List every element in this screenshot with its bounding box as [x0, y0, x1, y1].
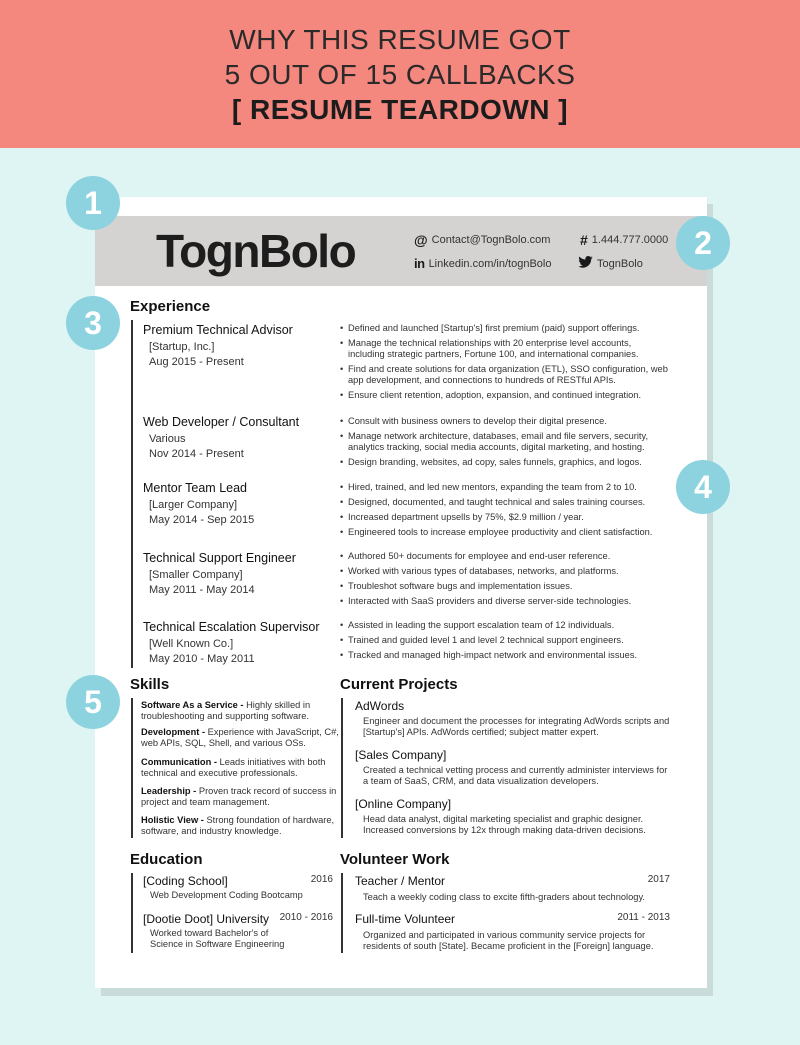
volunteer-heading: Volunteer Work: [340, 851, 450, 868]
volunteer-years: 2017: [647, 874, 670, 885]
volunteer-desc: Organized and participated in various community service projects for residents of south [State]. Became proficient in the [Foreign] language.: [363, 930, 654, 951]
bullet: • Troubleshot software bugs and implementation issues.: [340, 581, 670, 592]
bullet: • Defined and launched [Startup's] first premium (paid) support offerings.: [340, 323, 670, 334]
job-bullets: [340, 551, 670, 611]
skill-desc: Highly skilled in troubleshooting and supporting software.: [141, 700, 311, 721]
volunteer-desc: Teach a weekly coding class to excite fifth-graders about technology.: [363, 892, 645, 902]
project-desc: Engineer and document the processes for integrating AdWords scripts and [Startup's] APIs. AdWords certified; subject matter expert.: [363, 716, 670, 737]
job-company: [Well Known Co.]: [149, 638, 234, 650]
resume-name: TognBolo: [156, 225, 356, 277]
job-entry: [143, 415, 299, 462]
skill-item: [141, 757, 341, 779]
skill-name: Holistic View -: [141, 815, 204, 825]
linkedin-text: Linkedin.com/in/tognBolo: [428, 257, 552, 270]
job-dates: May 2014 - Sep 2015: [149, 514, 255, 526]
banner-line-2: 5 OUT OF 15 CALLBACKS: [224, 59, 576, 90]
project-title: AdWords: [355, 699, 405, 713]
job-company: [Smaller Company]: [149, 569, 243, 581]
job-company: [Startup, Inc.]: [149, 341, 215, 353]
bullet: • Tracked and managed high-impact network and environmental issues.: [340, 650, 670, 661]
bullet: • Ensure client retention, adoption, expansion, and continued integration.: [340, 390, 670, 401]
badge-4: 4: [676, 460, 730, 514]
bullet: • Assisted in leading the support escalation team of 12 individuals.: [340, 620, 670, 631]
job-company: Various: [149, 433, 186, 445]
school-name: [Coding School]: [143, 874, 228, 888]
title-banner: [0, 0, 800, 148]
skill-item: [141, 727, 341, 749]
twitter-text: TognBolo: [597, 257, 643, 270]
job-title: Premium Technical Advisor: [143, 323, 293, 337]
volunteer-item: [355, 874, 670, 903]
project-desc: Created a technical vetting process and currently administer interviews for a team of SaaS, CRM, and data visualization developers.: [363, 765, 668, 786]
experience-heading: Experience: [130, 298, 211, 315]
job-title: Technical Support Engineer: [143, 551, 296, 565]
project-title: [Sales Company]: [355, 748, 447, 762]
bullet: • Hired, trained, and led new mentors, expanding the team from 2 to 10.: [340, 482, 670, 493]
bullet: • Manage network architecture, databases, email and file servers, security, analytics tracking, social media accounts, digital marketing, and hosting.: [340, 431, 670, 453]
school-years: 2010 - 2016: [279, 912, 333, 923]
skills-divider: [131, 698, 133, 838]
education-divider: [131, 873, 133, 953]
badge-1: 1: [66, 176, 120, 230]
job-title: Web Developer / Consultant: [143, 415, 300, 429]
bullet: • Interacted with SaaS providers and diverse server-side technologies.: [340, 596, 670, 607]
volunteer-years: 2011 - 2013: [617, 912, 670, 923]
linkedin-icon: in: [414, 256, 425, 271]
bullet: • Authored 50+ documents for employee and end-user reference.: [340, 551, 670, 562]
bullet: • Find and create solutions for data organization (ETL), SSO configuration, web app development, and connections to hundreds of RESTful APIs.: [340, 364, 670, 386]
volunteer-title: Full-time Volunteer: [355, 912, 456, 926]
projects-heading: Current Projects: [340, 676, 458, 693]
volunteer-item: [355, 912, 670, 952]
skill-name: Leadership -: [141, 786, 197, 796]
skill-name: Communication -: [141, 757, 217, 767]
project-item: [355, 748, 675, 787]
job-bullets: [340, 620, 670, 665]
badge-3: 3: [66, 296, 120, 350]
job-dates: Nov 2014 - Present: [149, 448, 244, 460]
email-contact: [414, 232, 550, 248]
job-dates: May 2011 - May 2014: [149, 584, 255, 596]
skill-item: [141, 815, 341, 837]
bullet: • Design branding, websites, ad copy, sales funnels, graphics, and logos.: [340, 457, 670, 468]
job-bullets: [340, 482, 670, 542]
experience-divider: [131, 320, 133, 668]
skill-desc: Proven track record of success in project and team management.: [141, 786, 337, 807]
at-sign-icon: @: [414, 232, 428, 248]
school-desc: Worked toward Bachelor's of Science in Software Engineering: [150, 928, 285, 949]
badge-5: 5: [66, 675, 120, 729]
job-bullets: [340, 323, 670, 405]
job-dates: Aug 2015 - Present: [149, 356, 244, 368]
project-title: [Online Company]: [355, 797, 452, 811]
bullet: • Engineered tools to increase employee productivity and client satisfaction.: [340, 527, 670, 538]
project-desc: Head data analyst, digital marketing specialist and graphic designer. Increased conversions by 12x through making data-driven decisions.: [363, 814, 646, 835]
email-text: Contact@TognBolo.com: [431, 234, 551, 246]
skill-name: Development -: [141, 727, 206, 737]
bullet: • Consult with business owners to develop their digital presence.: [340, 416, 670, 427]
skill-item: [141, 786, 341, 808]
skill-desc: Experience with JavaScript, C#, web APIs, SQL, Shell, and various OSs.: [141, 727, 339, 748]
skill-item: [141, 700, 341, 722]
project-item: [355, 797, 675, 836]
job-entry: [143, 620, 319, 667]
banner-line-1: WHY THIS RESUME GOT: [229, 24, 571, 55]
twitter-contact: [578, 256, 643, 271]
skill-desc: Strong foundation of hardware, software, and industry knowledge.: [141, 815, 335, 836]
school-desc: Web Development Coding Bootcamp: [150, 890, 303, 900]
bullet: • Manage the technical relationships with 20 enterprise level accounts, including strategic partners, Fortune 100, and international companies.: [340, 338, 670, 360]
job-bullets: [340, 416, 670, 472]
job-entry: [143, 551, 296, 598]
skill-name: Software As a Service -: [141, 700, 244, 710]
project-item: [355, 699, 675, 738]
hash-icon: #: [580, 232, 588, 248]
badge-2: 2: [676, 216, 730, 270]
phone-text: 1.444.777.0000: [591, 234, 669, 246]
projects-divider: [341, 698, 343, 838]
linkedin-contact: [414, 256, 551, 271]
bullet: • Trained and guided level 1 and level 2 technical support engineers.: [340, 635, 670, 646]
bullet: • Increased department upsells by 75%, $2.9 million / year.: [340, 512, 670, 523]
job-entry: [143, 481, 254, 528]
bullet: • Worked with various types of databases, networks, and platforms.: [340, 566, 670, 577]
education-item: [143, 874, 333, 901]
bullet: • Designed, documented, and taught technical and sales training courses.: [340, 497, 670, 508]
education-item: [143, 912, 333, 950]
skills-heading: Skills: [130, 676, 170, 693]
job-entry: [143, 323, 293, 370]
education-heading: Education: [130, 851, 203, 868]
job-title: Mentor Team Lead: [143, 481, 247, 495]
job-title: Technical Escalation Supervisor: [143, 620, 320, 634]
twitter-icon: [578, 256, 593, 271]
job-dates: May 2010 - May 2011: [149, 653, 255, 665]
school-name: [Dootie Doot] University: [143, 912, 270, 926]
volunteer-divider: [341, 873, 343, 953]
skill-desc: Leads initiatives with both technical and executive professionals.: [141, 757, 326, 778]
volunteer-title: Teacher / Mentor: [355, 874, 446, 888]
job-company: [Larger Company]: [149, 499, 238, 511]
phone-contact: [580, 232, 668, 248]
school-years: 2016: [310, 874, 333, 885]
banner-line-3: [ RESUME TEARDOWN ]: [231, 94, 569, 125]
